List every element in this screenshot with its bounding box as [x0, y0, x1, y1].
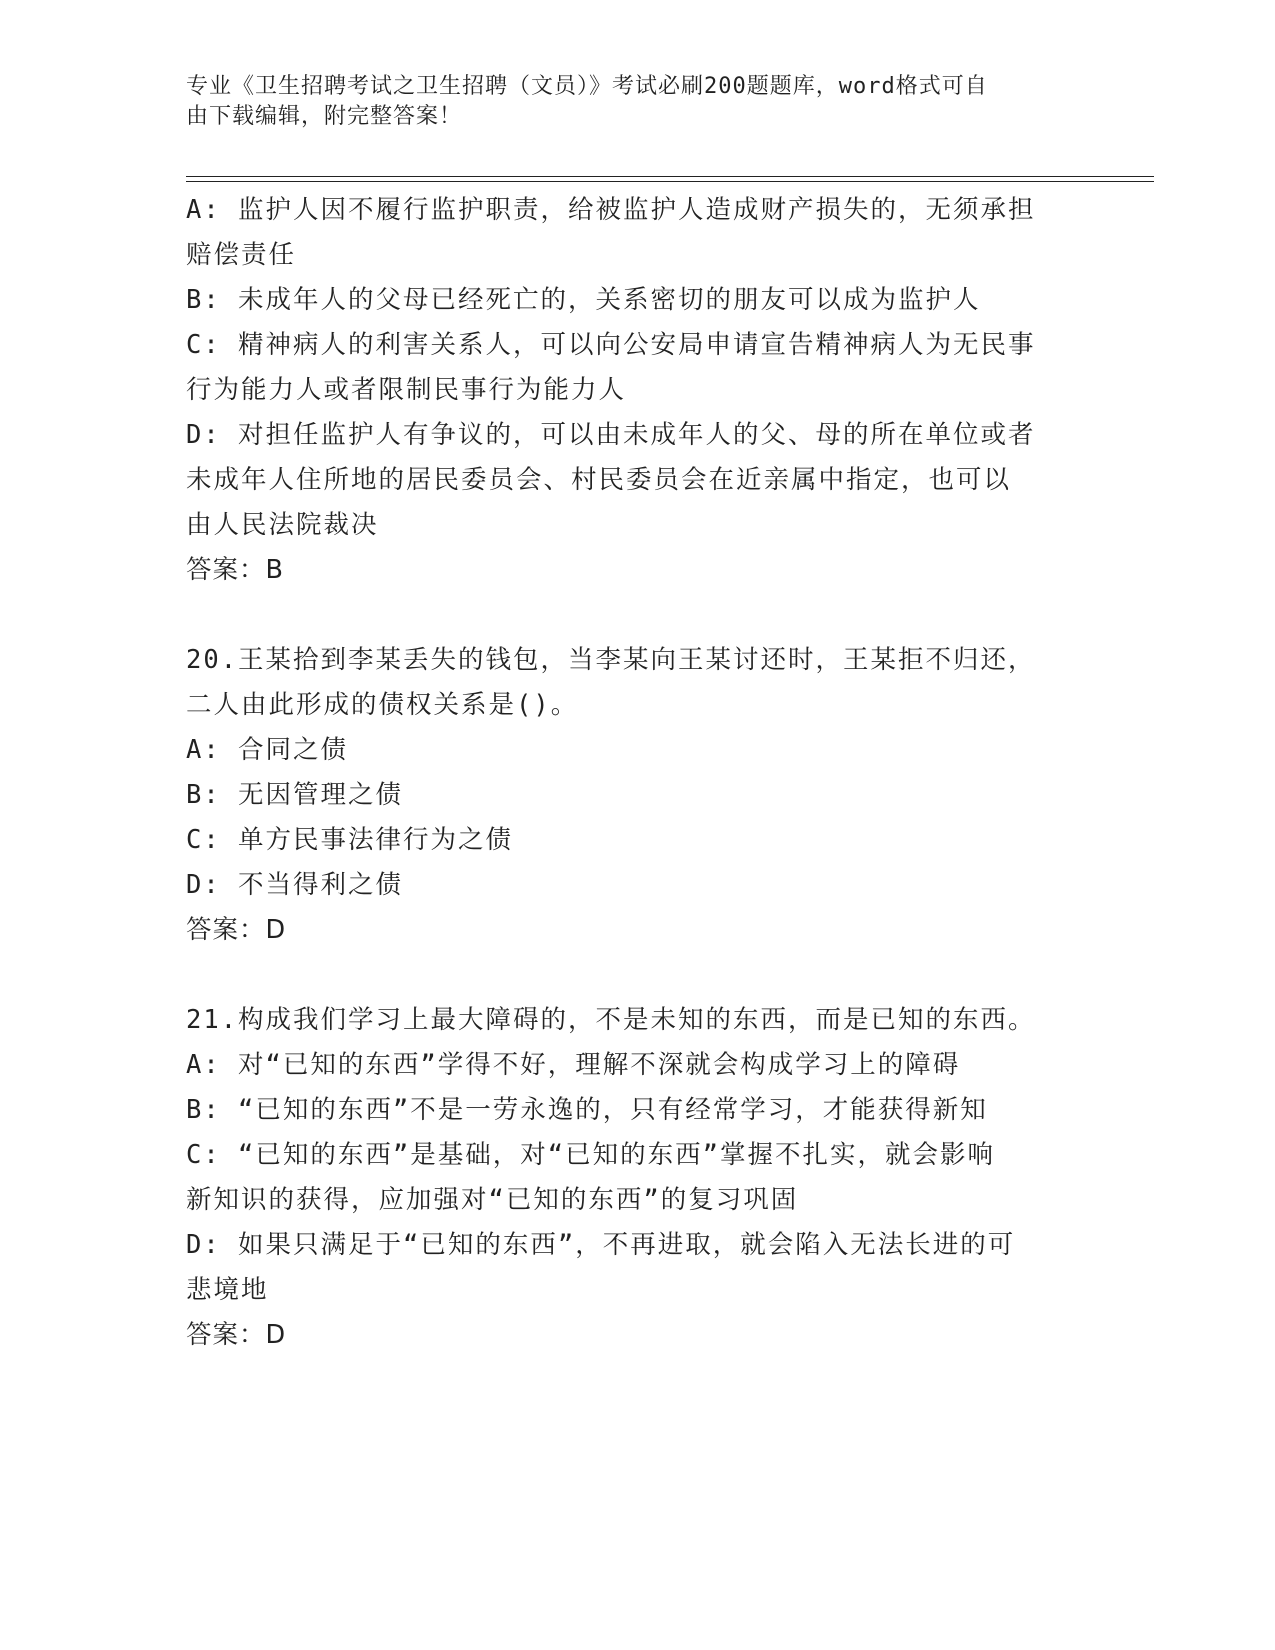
option-c-line-2: 行为能力人或者限制民事行为能力人	[186, 375, 627, 405]
question-20	[186, 638, 1066, 953]
option-a-line-2: 赔偿责任	[186, 240, 297, 270]
question-19-options	[186, 188, 1066, 593]
question-21	[186, 998, 1066, 1358]
option-d-line-2: 悲境地	[186, 1275, 269, 1305]
option-c-line-1: C: 精神病人的利害关系人，可以向公安局申请宣告精神病人为无民事	[186, 330, 1036, 360]
option-a: A: 合同之债	[186, 735, 349, 765]
option-c-line-1: C: “已知的东西”是基础，对“已知的东西”掌握不扎实，就会影响	[186, 1140, 995, 1170]
question-spacer	[186, 953, 1066, 998]
header-title-line-2: 由下载编辑，附完整答案！	[186, 104, 463, 129]
question-content	[186, 188, 1066, 1358]
question-stem-line-1: 20.王某拾到李某丢失的钱包，当李某向王某讨还时，王某拒不归还，	[186, 645, 1036, 675]
answer-label: 答案：B	[186, 555, 284, 585]
question-spacer	[186, 593, 1066, 638]
document-header	[186, 72, 1066, 132]
header-title-line-1: 专业《卫生招聘考试之卫生招聘（文员）》考试必刷200题题库，word格式可自	[186, 74, 988, 99]
option-c-line-2: 新知识的获得，应加强对“已知的东西”的复习巩固	[186, 1185, 799, 1215]
option-d: D: 不当得利之债	[186, 870, 404, 900]
option-a-line-1: A: 监护人因不履行监护职责，给被监护人造成财产损失的，无须承担	[186, 195, 1036, 225]
option-c: C: 单方民事法律行为之债	[186, 825, 514, 855]
question-stem-line-2: 二人由此形成的债权关系是()。	[186, 690, 579, 720]
header-divider-top	[186, 176, 1154, 177]
option-d-line-1: D: 对担任监护人有争议的，可以由未成年人的父、母的所在单位或者	[186, 420, 1036, 450]
option-d-line-3: 由人民法院裁决	[186, 510, 379, 540]
header-divider-bottom	[186, 181, 1154, 182]
option-b: B: “已知的东西”不是一劳永逸的，只有经常学习，才能获得新知	[186, 1095, 988, 1125]
option-b-line-1: B: 未成年人的父母已经死亡的，关系密切的朋友可以成为监护人	[186, 285, 981, 315]
answer-label: 答案：D	[186, 915, 287, 945]
option-d-line-1: D: 如果只满足于“已知的东西”，不再进取，就会陷入无法长进的可	[186, 1230, 1016, 1260]
option-a: A: 对“已知的东西”学得不好，理解不深就会构成学习上的障碍	[186, 1050, 961, 1080]
answer-label: 答案：D	[186, 1320, 287, 1350]
option-d-line-2: 未成年人住所地的居民委员会、村民委员会在近亲属中指定，也可以	[186, 465, 1012, 495]
question-stem-line-1: 21.构成我们学习上最大障碍的，不是未知的东西，而是已知的东西。	[186, 1005, 1036, 1035]
option-b: B: 无因管理之债	[186, 780, 404, 810]
